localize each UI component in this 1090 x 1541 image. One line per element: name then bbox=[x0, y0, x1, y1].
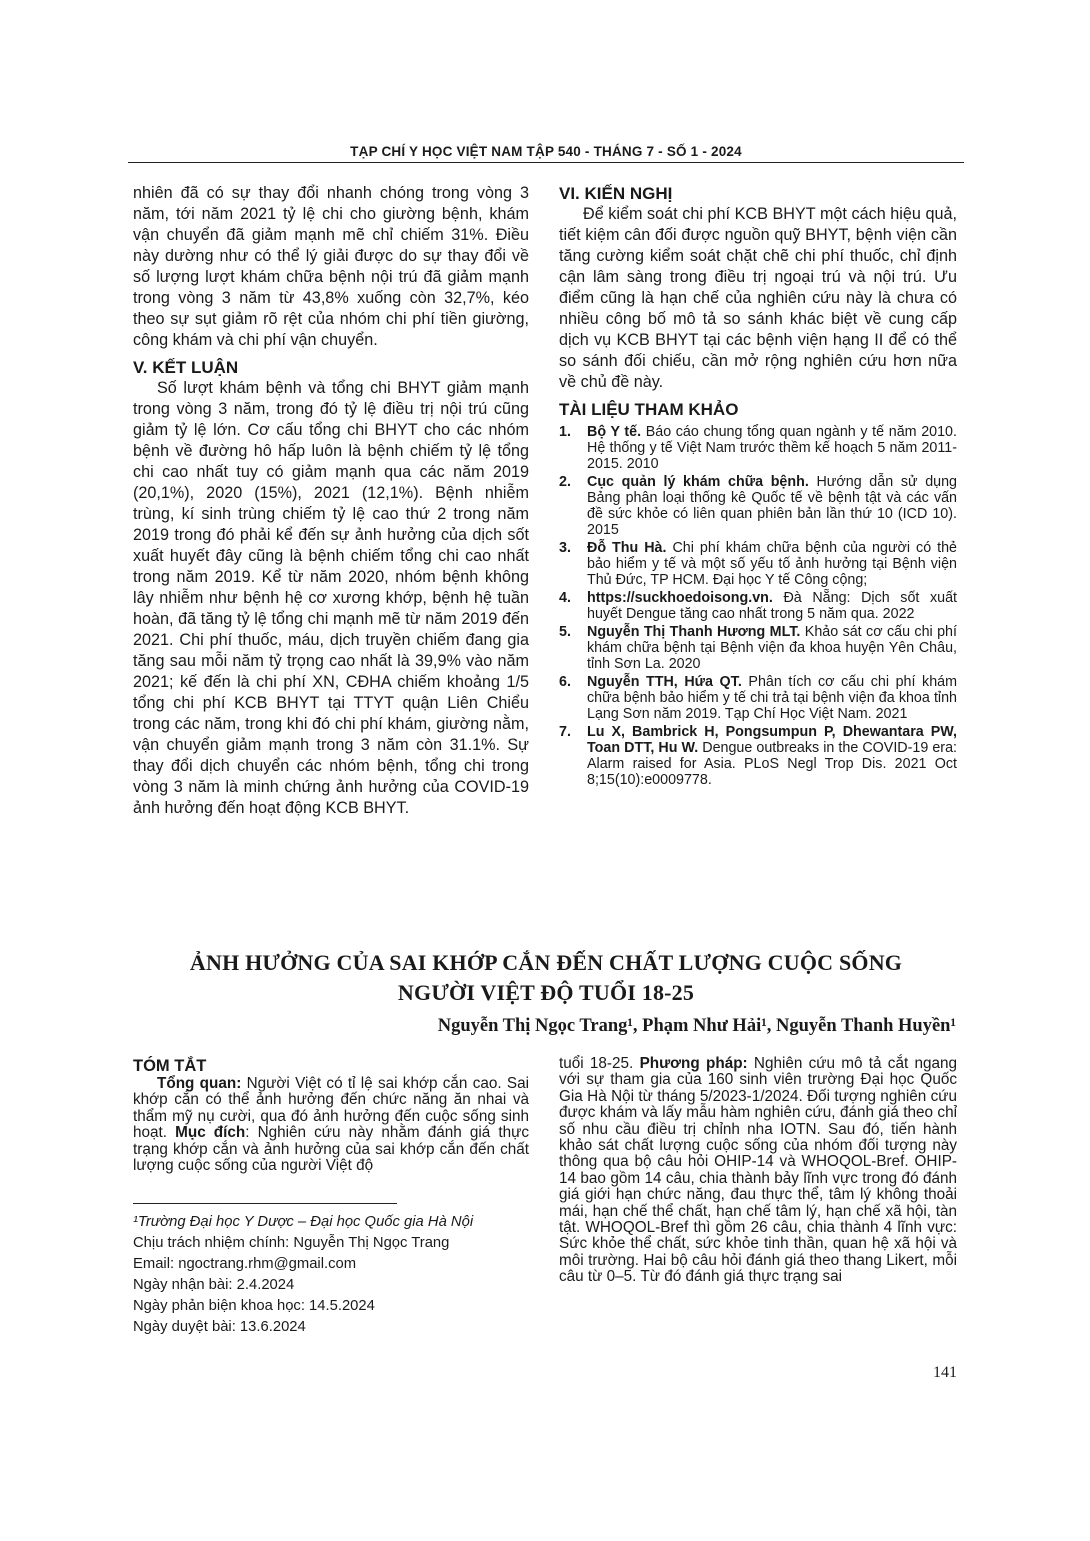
footnote-accepted: Ngày duyệt bài: 13.6.2024 bbox=[133, 1319, 306, 1335]
reference-author: Đỗ Thu Hà. bbox=[587, 540, 667, 556]
reference-item bbox=[559, 724, 957, 788]
method-label: Phương pháp: bbox=[639, 1055, 748, 1072]
overview-text: Người Việt có tỉ lệ sai khớp cắn cao. Sai khớp cắn có thể ảnh hưởng đến chức năng ăn nhai và thẩm mỹ nụ cười, qua đó ảnh hưởng đến cuộc sống sinh hoạt. bbox=[133, 1075, 530, 1142]
reference-author: Nguyễn TTH, Hứa QT. bbox=[587, 674, 742, 690]
reference-number: 3. bbox=[559, 540, 571, 556]
recommendation-heading: VI. KIẾN NGHỊ bbox=[559, 184, 673, 203]
reference-text: Phân tích cơ cấu chi phí khám chữa bệnh bảo hiểm y tế chi trả tại bệnh viện đa khoa tỉnh Lạng Sơn năm 2019. Tạp Chí Học Việt Nam. 2021 bbox=[587, 674, 958, 722]
abstract-paragraph-continued bbox=[559, 1056, 957, 1286]
conclusion-heading: V. KẾT LUẬN bbox=[133, 358, 239, 377]
reference-text: Báo cáo chung tổng quan ngành y tế năm 2010. Hệ thống y tế Việt Nam trước thềm kế hoạch 5 năm 2011-2015. 2010 bbox=[587, 424, 957, 472]
purpose-text: : Nghiên cứu này nhằm đánh giá thực trạng khớp cắn và ảnh hưởng của sai khớp cắn đến chất lượng cuộc sống của người Việt độ bbox=[133, 1124, 529, 1175]
reference-author: Bộ Y tế. bbox=[587, 424, 642, 440]
left-column bbox=[133, 183, 529, 819]
abstract-heading: TÓM TẮT bbox=[133, 1057, 207, 1075]
abstract-paragraph bbox=[133, 1076, 529, 1174]
article-authors: Nguyễn Thị Ngọc Trang¹, Phạm Như Hải¹, Nguyễn Thanh Huyền¹ bbox=[437, 1016, 956, 1036]
footnote-affiliation: ¹Trường Đại học Y Dược – Đại học Quốc gia Hà Nội bbox=[133, 1214, 474, 1230]
footnote-reviewed: Ngày phản biện khoa học: 14.5.2024 bbox=[133, 1298, 375, 1314]
footnote-received: Ngày nhận bài: 2.4.2024 bbox=[133, 1277, 295, 1293]
abstract-right bbox=[559, 1056, 957, 1286]
recommendation-text: Để kiểm soát chi phí KCB BHYT một cách hiệu quả, tiết kiệm cân đối được nguồn quỹ BHYT, bệnh viện cần tăng cường kiểm soát chặt chẽ chi phí thuốc, chỉ định cận lâm sàng trong điều trị ngoại trú và nội trú. Ưu điểm cũng là hạn chế của nghiên cứu này là chưa có nhiều công bố mô tả so sánh khác biệt về cung cấp dịch vụ KCB BHYT tại các bệnh viện hạng II để có thể so sánh đối chiếu, cần mở rộng nghiên cứu hơn nữa về chủ đề này. bbox=[559, 205, 957, 391]
reference-list bbox=[559, 424, 957, 788]
reference-text: Dengue outbreaks in the COVID-19 era: Alarm raised for Asia. PLoS Negl Trop Dis. 2021 Oct 8;15(10):e0009778. bbox=[587, 740, 957, 788]
journal-header: TẠP CHÍ Y HỌC VIỆT NAM TẬP 540 - THÁNG 7 - SỐ 1 - 2024 bbox=[350, 144, 742, 159]
reference-number: 6. bbox=[559, 674, 571, 690]
reference-item bbox=[559, 624, 957, 672]
reference-item bbox=[559, 424, 957, 472]
header-rule bbox=[128, 162, 964, 163]
reference-author: Cục quản lý khám chữa bệnh. bbox=[587, 474, 809, 490]
right-column bbox=[559, 183, 957, 790]
method-text: Nghiên cứu mô tả cắt ngang với sự tham gia của 160 sinh viên trường Đại học Quốc Gia Hà Nội từ tháng 5/2023-1/2024. Đối tượng nghiên cứu được khám và lấy mẫu hàm nghiên cứu, đánh giá theo chỉ số nhu cầu điều trị chỉnh nha IOTN. Sau đó, tiến hành khảo sát chất lượng cuộc sống của nhóm đối tượng này thông qua bộ câu hỏi OHIP-14 và WHOQOL-Bref. OHIP-14 bao gồm 14 câu, chia thành bảy lĩnh vực trong đó đánh giá giới hạn chức năng, đau thực thể, tâm lý không thoải mái, hạn chế thể chất, hạn chế tâm lý, hạn chế xã hội, tàn tật. WHOQOL-Bref thì gồm 26 câu, chia thành 4 lĩnh vực: Sức khỏe thể chất, sức khỏe tinh thần, quan hệ xã hội và môi trường. Hai bộ câu hỏi đánh giá theo thang Likert, mỗi câu từ 0–5. Từ đó đánh giá thực trạng sai bbox=[559, 1055, 957, 1286]
reference-text: Chi phí khám chữa bệnh của người có thẻ bảo hiểm y tế và một số yếu tố ảnh hưởng tại Bệnh viện Thủ Đức, TP HCM. Đại học Y tế Công cộng; bbox=[587, 540, 957, 588]
article-title-line: ẢNH HƯỞNG CỦA SAI KHỚP CẮN ĐẾN CHẤT LƯỢNG CUỘC SỐNG bbox=[189, 950, 903, 975]
article-title-line: NGƯỜI VIỆT ĐỘ TUỔI 18-25 bbox=[397, 980, 695, 1005]
reference-text: Đà Nẵng: Dịch sốt xuất huyết Dengue tăng cao nhất trong 5 năm qua. 2022 bbox=[587, 590, 957, 622]
reference-item bbox=[559, 540, 957, 588]
abstract-left bbox=[133, 1056, 529, 1174]
reference-number: 1. bbox=[559, 424, 571, 440]
page-number: 141 bbox=[933, 1364, 957, 1381]
reference-number: 2. bbox=[559, 474, 571, 490]
reference-item bbox=[559, 474, 957, 538]
reference-text: Hướng dẫn sử dụng Bảng phân loại thống kê Quốc tế về bệnh tật và các vấn đề sức khỏe có liên quan phiên bản lần thứ 10 (ICD 10). 2015 bbox=[587, 474, 957, 538]
reference-text: Khảo sát cơ cấu chi phí khám chữa bệnh tại Bệnh viện đa khoa huyện Yên Châu, tỉnh Sơn La. 2020 bbox=[587, 624, 957, 672]
article-title bbox=[128, 948, 964, 1008]
reference-number: 4. bbox=[559, 590, 571, 606]
reference-item bbox=[559, 590, 957, 622]
continued-paragraph: nhiên đã có sự thay đổi nhanh chóng trong vòng 3 năm, tới năm 2021 tỷ lệ chi cho giường bệnh, khám vận chuyển đã giảm mạnh mẽ chỉ chiếm 31%. Điều này dường như có thể lý giải được do sự thay đổi về số lượng lượt khám chữa bệnh nội trú đã giảm mạnh trong vòng 3 năm từ 43,8% xuống còn 32,7%, kéo theo sự sụt giảm rõ rệt của nhóm chi phí tiền giường, công khám và chi phí vận chuyển. bbox=[133, 184, 529, 349]
overview-label: Tổng quan: bbox=[157, 1075, 242, 1092]
conclusion-text: Số lượt khám bệnh và tổng chi BHYT giảm mạnh trong vòng 3 năm, trong đó tỷ lệ điều trị nội trú cũng giảm tỷ lệ lớn. Cơ cấu tổng chi BHYT cho các nhóm bệnh về đường hô hấp luôn là bệnh chiếm tỷ lệ tổng chi cao nhất tuy có giảm mạnh qua các năm 2019 (20,1%), 2020 (15%), 2021 (12,1%). Bệnh nhiễm trùng, kí sinh trùng chiếm tỷ lệ cao thứ 2 trong năm 2019 trong đó phải kể đến sự ảnh hưởng của dịch sốt xuất huyết đây cũng là bệnh chiếm tổng chi cao nhất trong năm 2019. Kể từ năm 2020, nhóm bệnh không lây nhiễm như bệnh hệ cơ xương khớp, bệnh hệ tuần hoàn, đã tăng tỷ lệ tổng chi mạnh mẽ từ năm 2019 đến 2021. Chi phí thuốc, máu, dịch truyền chiếm đang gia tăng sau mỗi năm tỷ trọng cao nhất là 39,9% vào năm 2021; kế đến là chi phí XN, CĐHA chiếm khoảng 1/5 tổng chi phí KCB BHYT tại TTYT quận Liên Chiểu trong các năm, trong khi đó chi phí khám, giường nằm, vận chuyển giảm mạnh trong 3 năm còn 31.1%. Sự thay đổi dịch chuyển các nhóm bệnh, tổng chi trong vòng 3 năm là minh chứng ảnh hưởng của COVID-19 ảnh hưởng đến hoạt động KCB BHYT. bbox=[133, 379, 529, 817]
reference-author: Nguyễn Thị Thanh Hương MLT. bbox=[587, 624, 801, 640]
footnote-rule bbox=[133, 1203, 397, 1204]
footnotes bbox=[133, 1212, 529, 1338]
footnote-email: Email: ngoctrang.rhm@gmail.com bbox=[133, 1256, 357, 1272]
reference-number: 5. bbox=[559, 624, 571, 640]
reference-number: 7. bbox=[559, 724, 571, 740]
reference-author: Lu X, Bambrick H, Pongsumpun P, Dhewantara PW, Toan DTT, Hu W. bbox=[587, 724, 957, 756]
abstract-lead-text: tuổi 18-25. bbox=[559, 1055, 640, 1072]
references-heading: TÀI LIỆU THAM KHẢO bbox=[559, 400, 739, 419]
reference-author: https://suckhoedoisong.vn. bbox=[587, 590, 773, 606]
reference-item bbox=[559, 674, 957, 722]
footnote-responsible: Chịu trách nhiệm chính: Nguyễn Thị Ngọc Trang bbox=[133, 1235, 450, 1251]
purpose-label: Mục đích bbox=[175, 1124, 246, 1142]
